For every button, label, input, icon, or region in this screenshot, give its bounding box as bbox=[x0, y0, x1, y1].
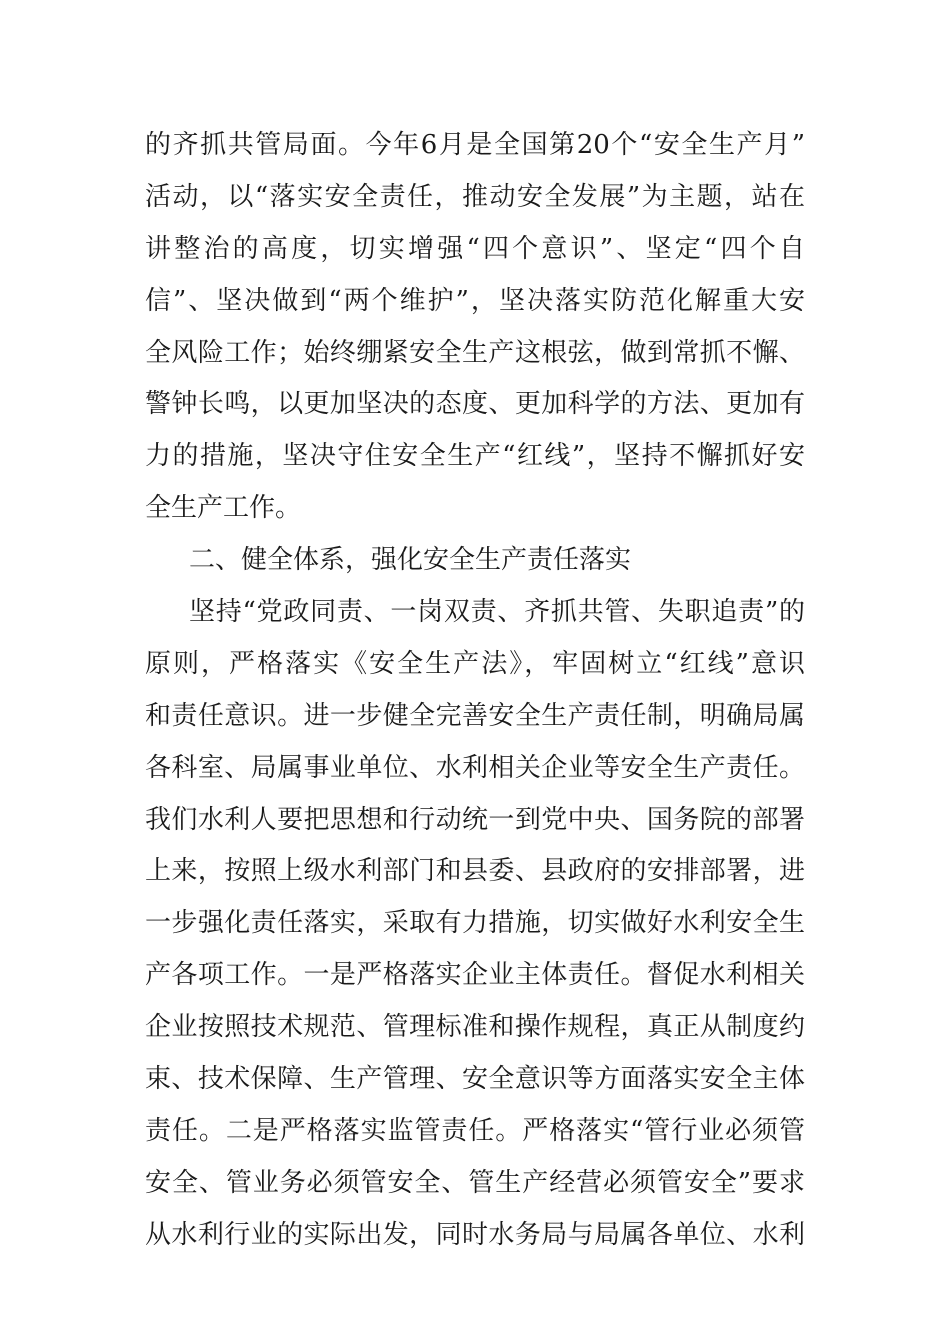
body-text-line: 各科室、局属事业单位、水利相关企业等安全生产责任。 bbox=[145, 752, 805, 783]
body-text-line: 上来，按照上级水利部门和县委、县政府的安排部署，进 bbox=[145, 856, 805, 887]
body-text-line: 的齐抓共管局面。今年6月是全国第20个“安全生产月” bbox=[145, 130, 805, 160]
body-text-line: 警钟长鸣，以更加坚决的态度、更加科学的方法、更加有 bbox=[145, 389, 805, 420]
body-text-line: 力的措施，坚决守住安全生产“红线”，坚持不懈抓好安 bbox=[145, 441, 805, 472]
body-text-line: 全生产工作。 bbox=[145, 493, 302, 524]
body-text-line: 束、技术保障、生产管理、安全意识等方面落实安全主体 bbox=[145, 1064, 805, 1095]
body-text-line: 一步强化责任落实，采取有力措施，切实做好水利安全生 bbox=[145, 908, 805, 939]
document-body bbox=[145, 120, 805, 1262]
section-heading: 二、健全体系，强化安全生产责任落实 bbox=[189, 545, 632, 576]
body-text-line: 企业按照技术规范、管理标准和操作规程，真正从制度约 bbox=[145, 1012, 805, 1043]
body-text-line: 责任。二是严格落实监管责任。严格落实“管行业必须管 bbox=[145, 1115, 805, 1146]
body-text-line: 原则，严格落实《安全生产法》，牢固树立“红线”意识 bbox=[145, 648, 805, 679]
body-text-line: 从水利行业的实际出发，同时水务局与局属各单位、水利 bbox=[145, 1219, 805, 1250]
body-text-line: 产各项工作。一是严格落实企业主体责任。督促水利相关 bbox=[145, 960, 805, 991]
body-text-line: 我们水利人要把思想和行动统一到党中央、国务院的部署 bbox=[145, 804, 805, 835]
body-text-line: 全风险工作；始终绷紧安全生产这根弦，做到常抓不懈、 bbox=[145, 337, 805, 368]
body-text-line: 讲整治的高度，切实增强“四个意识”、坚定“四个自 bbox=[145, 233, 805, 264]
body-text-line: 安全、管业务必须管安全、管生产经营必须管安全”要求 bbox=[145, 1167, 805, 1198]
body-text-line: 信”、坚决做到“两个维护”，坚决落实防范化解重大安 bbox=[145, 285, 805, 316]
body-text-line: 坚持“党政同责、一岗双责、齐抓共管、失职追责”的 bbox=[189, 597, 805, 628]
body-text-line: 和责任意识。进一步健全完善安全生产责任制，明确局属 bbox=[145, 700, 805, 731]
body-text-line: 活动，以“落实安全责任，推动安全发展”为主题，站在 bbox=[145, 181, 805, 212]
